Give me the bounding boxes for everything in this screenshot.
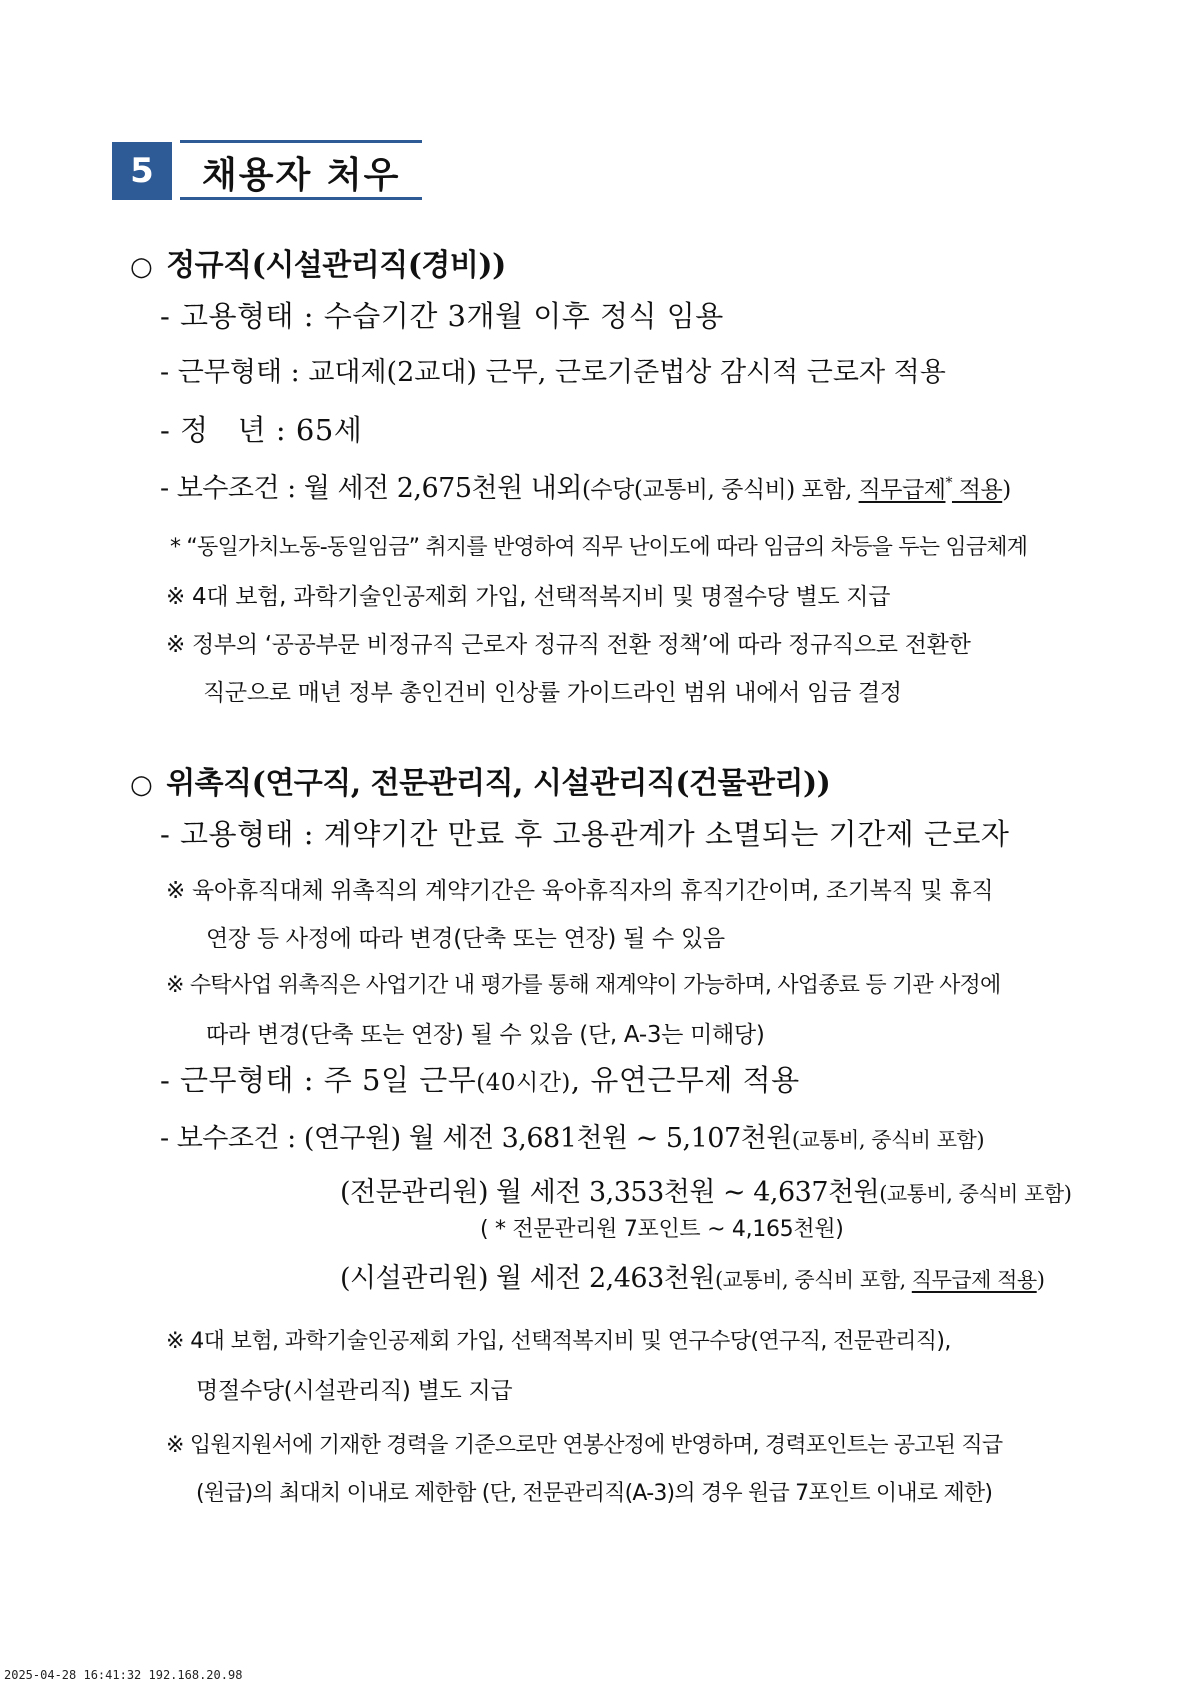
- contract-pay-label: - 보수조건 :: [160, 1123, 296, 1154]
- circle-bullet-icon: ○: [130, 252, 153, 282]
- regular-retire-label: - 정 년 :: [160, 413, 287, 447]
- section-title-box: [180, 140, 422, 200]
- regular-pay-apply: 적용: [951, 477, 1003, 503]
- contract-note-parental-2: 연장 등 사정에 따라 변경(단축 또는 연장) 될 수 있음: [206, 926, 725, 952]
- regular-pay-label: - 보수조건 :: [160, 473, 296, 504]
- regular-retire-value: 65세: [295, 413, 363, 447]
- contract-heading: 위촉직(연구직, 전문관리직, 시설관리직(건물관리)): [166, 766, 831, 801]
- regular-pay-main: 월 세전 2,675천원 내외: [303, 473, 582, 504]
- regular-pay-star: *: [945, 475, 952, 491]
- contract-pay-facility: (시설관리원) 월 세전 2,463천원: [340, 1263, 715, 1294]
- contract-employment-label: - 고용형태 :: [160, 817, 315, 851]
- regular-pay-row: [160, 466, 1011, 505]
- regular-employment-row: [160, 294, 724, 335]
- regular-employment-value: 수습기간 3개월 이후 정식 임용: [323, 299, 724, 333]
- regular-employment-label: - 고용형태 :: [160, 299, 315, 333]
- contract-work-value-b: , 유연근무제 적용: [570, 1063, 800, 1097]
- contract-pay-specialist: (전문관리원) 월 세전 3,353천원 ~ 4,637천원: [340, 1177, 880, 1208]
- regular-pay-jobpay: 직무급제: [858, 477, 946, 503]
- regular-pay-detail: (수당(교통비, 중식비) 포함,: [581, 477, 859, 503]
- contract-pay-row-3: [340, 1256, 1044, 1295]
- contract-employment-value: 계약기간 만료 후 고용관계가 소멸되는 기간제 근로자: [323, 817, 1010, 851]
- contract-pay-facility-jobpay: 직무급제 적용: [911, 1268, 1037, 1292]
- regular-note-insurance: ※ 4대 보험, 과학기술인공제회 가입, 선택적복지비 및 명절수당 별도 지급: [166, 584, 891, 610]
- contract-pay-facility-close: ): [1036, 1268, 1045, 1292]
- contract-work-value-a: 주 5일 근무: [323, 1063, 477, 1097]
- section-title: 채용자 처우: [202, 155, 401, 196]
- contract-note-project-2: 따라 변경(단축 또는 연장) 될 수 있음 (단, A-3는 미해당): [206, 1022, 765, 1048]
- contract-pay-researcher-detail: (교통비, 중식비 포함): [791, 1128, 985, 1152]
- contract-note-insurance-1: ※ 4대 보험, 과학기술인공제회 가입, 선택적복지비 및 연구수당(연구직, 전문관리직),: [166, 1329, 951, 1354]
- regular-note-conversion-2: 직군으로 매년 정부 총인건비 인상률 가이드라인 범위 내에서 임금 결정: [203, 680, 902, 706]
- regular-heading: 정규직(시설관리직(경비)): [166, 248, 506, 283]
- contract-note-parental-1: ※ 육아휴직대체 위촉직의 계약기간은 육아휴직자의 휴직기간이며, 조기복직 및 휴직: [166, 878, 994, 904]
- regular-heading-row: [130, 240, 506, 284]
- circle-bullet-icon: ○: [130, 770, 153, 800]
- contract-employment-row: [160, 812, 1009, 853]
- contract-pay-researcher: (연구원) 월 세전 3,681천원 ~ 5,107천원: [303, 1123, 792, 1154]
- contract-pay-row-1: [160, 1116, 984, 1155]
- regular-retire-row: [160, 408, 362, 449]
- contract-note-insurance-2: 명절수당(시설관리직) 별도 지급: [196, 1378, 513, 1404]
- contract-pay-facility-detail: (교통비, 중식비 포함,: [714, 1268, 912, 1292]
- contract-pay-specialist-detail: (교통비, 중식비 포함): [879, 1182, 1072, 1206]
- regular-work-row: [160, 350, 946, 389]
- contract-note-career-2: (원급)의 최대치 이내로 제한함 (단, 전문관리직(A-3)의 경우 원급 7포인트 이내로 제한): [196, 1481, 993, 1506]
- contract-work-hours: (40시간): [476, 1070, 571, 1096]
- regular-pay-close: ): [1002, 477, 1011, 503]
- contract-heading-row: [130, 758, 830, 802]
- regular-star-note: * “동일가치노동-동일임금” 취지를 반영하여 직무 난이도에 따라 임금의 차등을 두는 임금체계: [170, 535, 1028, 560]
- regular-work-label: - 근무형태 :: [160, 357, 300, 388]
- contract-pay-specialist-note: ( * 전문관리원 7포인트 ~ 4,165천원): [480, 1217, 844, 1242]
- section-number-badge: 5: [112, 142, 172, 200]
- regular-work-value: 교대제(2교대) 근무, 근로기준법상 감시적 근로자 적용: [308, 357, 946, 388]
- contract-work-label: - 근무형태 :: [160, 1063, 315, 1097]
- contract-note-project-1: ※ 수탁사업 위촉직은 사업기간 내 평가를 통해 재계약이 가능하며, 사업종료 등 기관 사정에: [166, 973, 1001, 998]
- contract-note-career-1: ※ 입원지원서에 기재한 경력을 기준으로만 연봉산정에 반영하며, 경력포인트는 공고된 직급: [166, 1433, 1003, 1458]
- contract-work-row: [160, 1058, 800, 1099]
- print-timestamp: 2025-04-28 16:41:32 192.168.20.98: [4, 1668, 243, 1682]
- contract-pay-row-2: [340, 1170, 1071, 1209]
- regular-note-conversion-1: ※ 정부의 ‘공공부문 비정규직 근로자 정규직 전환 정책’에 따라 정규직으로 전환한: [166, 632, 971, 658]
